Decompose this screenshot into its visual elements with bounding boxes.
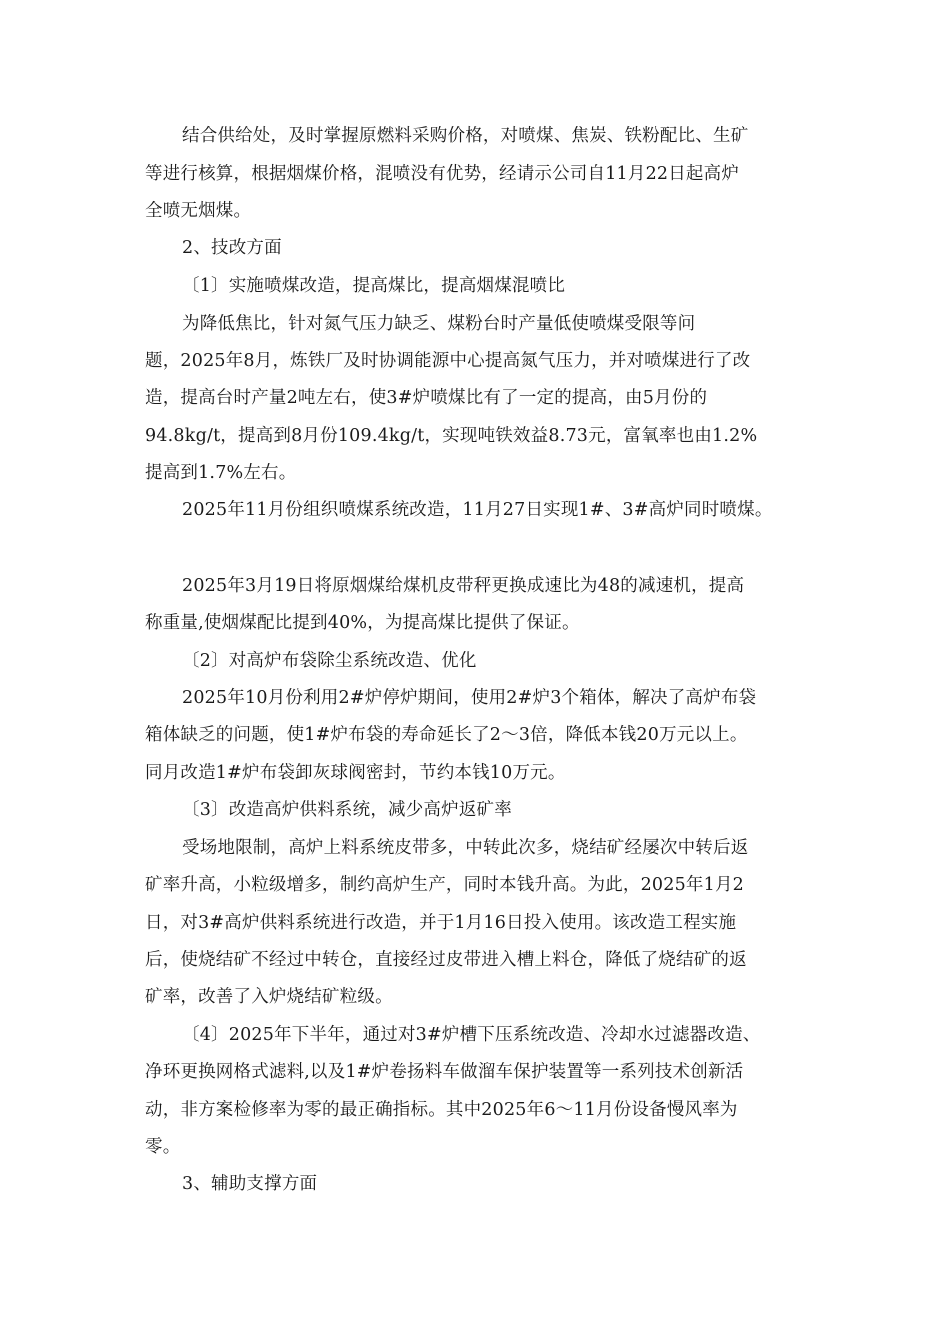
subsection-heading: 〔1〕实施喷煤改造，提高煤比，提高烟煤混喷比 — [182, 276, 566, 296]
paragraph-line: 称重量,使烟煤配比提到40%，为提高煤比提供了保证。 — [145, 613, 580, 633]
paragraph-line: 矿率升高，小粒级增多，制约高炉生产，同时本钱升高。为此，2025年1月2 — [145, 875, 745, 895]
paragraph-line: 受场地限制，高炉上料系统皮带多，中转此次多，烧结矿经屡次中转后返 — [182, 838, 749, 858]
paragraph-line: 2025年10月份利用2#炉停炉期间，使用2#炉3个箱体，解决了高炉布袋 — [182, 688, 757, 708]
paragraph-line: 2025年3月19日将原烟煤给煤机皮带秤更换成速比为48的减速机，提高 — [182, 576, 745, 596]
subsection-heading: 〔3〕改造高炉供料系统，减少高炉返矿率 — [182, 800, 512, 820]
paragraph-line: 箱体缺乏的问题，使1#炉布袋的寿命延长了2～3倍，降低本钱20万元以上。 — [145, 725, 748, 745]
subsection-heading: 〔2〕对高炉布袋除尘系统改造、优化 — [182, 651, 477, 671]
paragraph-line: 造，提高台时产量2吨左右，使3#炉喷煤比有了一定的提高，由5月份的 — [145, 388, 708, 408]
paragraph-line: 94.8kg/t，提高到8月份109.4kg/t，实现吨铁效益8.73元，富氧率也由1.2% — [145, 426, 758, 446]
paragraph-line: 全喷无烟煤。 — [145, 201, 252, 221]
paragraph-line: 〔4〕2025年下半年，通过对3#炉槽下压系统改造、冷却水过滤器改造、 — [182, 1025, 761, 1045]
paragraph-line: 题，2025年8月，炼铁厂及时协调能源中心提高氮气压力，并对喷煤进行了改 — [145, 351, 751, 371]
section-heading: 3、辅助支撑方面 — [182, 1174, 318, 1194]
paragraph-line: 日，对3#高炉供料系统进行改造，并于1月16日投入使用。该改造工程实施 — [145, 913, 737, 933]
paragraph-line: 后，使烧结矿不经过中转仓，直接经过皮带进入槽上料仓，降低了烧结矿的返 — [145, 950, 747, 970]
paragraph-line: 同月改造1#炉布袋卸灰球阀密封，节约本钱10万元。 — [145, 763, 566, 783]
paragraph-line: 等进行核算，根据烟煤价格，混喷没有优势，经请示公司自11月22日起高炉 — [145, 164, 740, 184]
paragraph-line: 2025年11月份组织喷煤系统改造，11月27日实现1#、3#高炉同时喷煤。 — [182, 500, 773, 520]
paragraph-line: 结合供给处，及时掌握原燃料采购价格，对喷煤、焦炭、铁粉配比、生矿 — [182, 126, 749, 146]
paragraph-line: 矿率，改善了入炉烧结矿粒级。 — [145, 987, 393, 1007]
paragraph-line: 为降低焦比，针对氮气压力缺乏、煤粉台时产量低使喷煤受限等问 — [182, 314, 696, 334]
paragraph-line: 提高到1.7%左右。 — [145, 463, 297, 483]
paragraph-line: 净环更换网格式滤料,以及1#炉卷扬料车做溜车保护装置等一系列技术创新活 — [145, 1062, 744, 1082]
section-heading: 2、技改方面 — [182, 238, 282, 258]
paragraph-line: 动，非方案检修率为零的最正确指标。其中2025年6～11月份设备慢风率为 — [145, 1100, 738, 1120]
paragraph-line: 零。 — [145, 1137, 181, 1157]
